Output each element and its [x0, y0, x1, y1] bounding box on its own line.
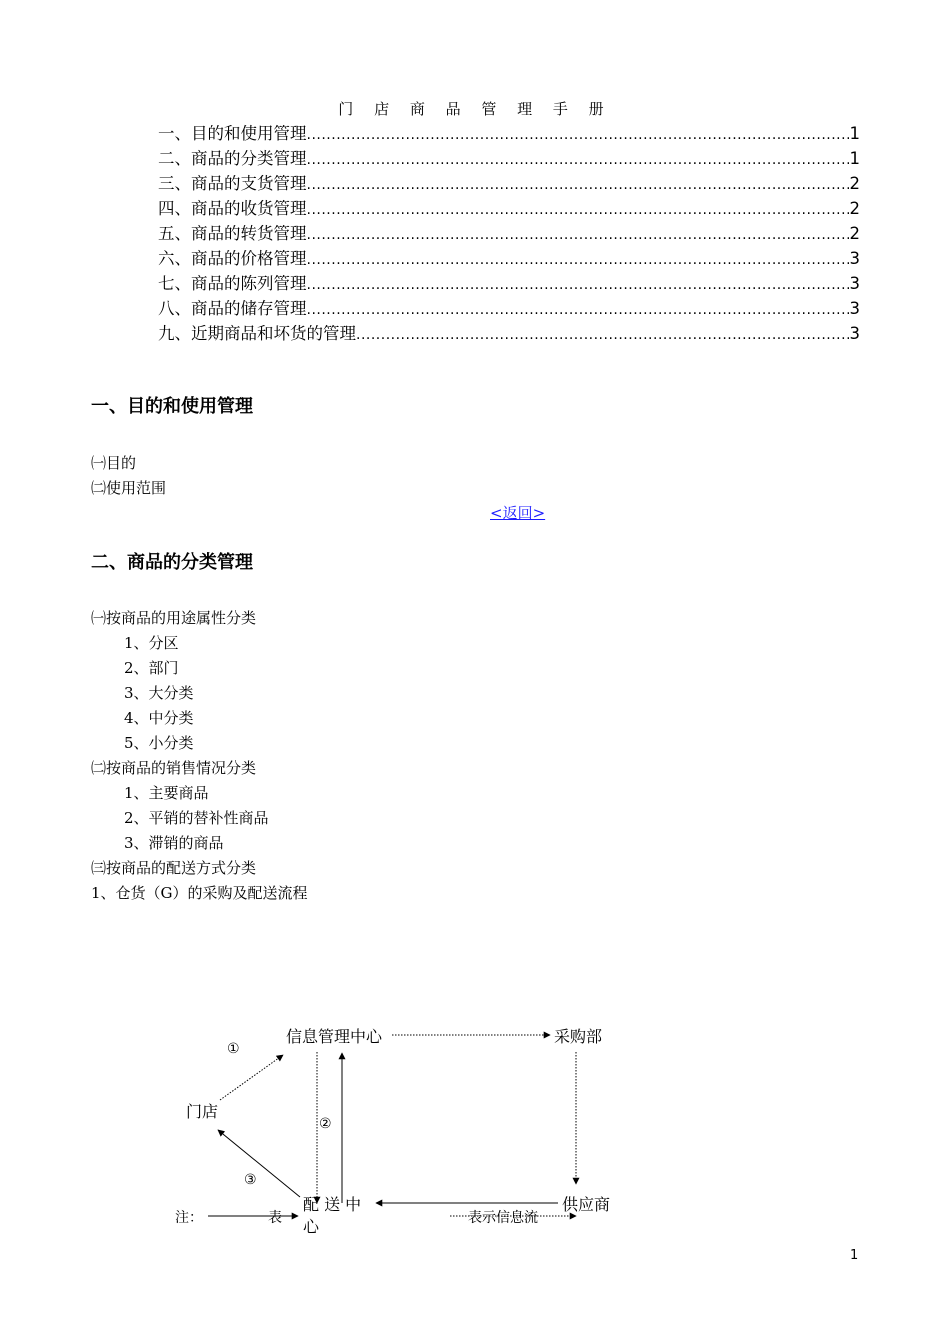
store-node: 门店 — [186, 1102, 219, 1121]
toc-entry-page: 1 — [849, 124, 860, 143]
toc-entry-page: 3 — [849, 299, 860, 318]
return-link[interactable]: <返回> — [490, 504, 546, 522]
step-2-label: ② — [319, 1116, 332, 1132]
toc-entry-page: 3 — [849, 324, 860, 343]
toc-entry-page: 3 — [849, 274, 860, 293]
list-item: 1、分区 — [124, 634, 179, 652]
toc-entry-page: 2 — [849, 199, 860, 218]
distribution-center-node: 配 送 中 — [303, 1195, 362, 1214]
legend-info-flow-label: 表示信息流 — [468, 1210, 538, 1226]
toc-entry-title: 五、商品的转货管理 — [158, 224, 307, 243]
subsection-delivery-method: ㈢按商品的配送方式分类 — [91, 859, 257, 877]
purchasing-node: 采购部 — [554, 1027, 603, 1046]
list-item: 2、部门 — [124, 659, 179, 677]
toc-entry-title: 六、商品的价格管理 — [158, 249, 307, 268]
legend-goods-flow-label: 表 — [268, 1210, 282, 1226]
info-center-node: 信息管理中心 — [286, 1027, 383, 1046]
toc-entry-title: 八、商品的储存管理 — [158, 299, 307, 318]
store-to-info-arrow — [220, 1055, 283, 1100]
toc-entry-title: 四、商品的收货管理 — [158, 199, 307, 218]
step-1-label: ① — [227, 1041, 240, 1057]
subsection-usage-attribute: ㈠按商品的用途属性分类 — [91, 609, 257, 627]
step-3-label: ③ — [244, 1172, 257, 1188]
document-title: 门 店 商 品 管 理 手 册 — [338, 100, 612, 118]
legend-note: 注： — [175, 1210, 203, 1226]
section-2-heading: 二、商品的分类管理 — [91, 552, 253, 573]
list-item: 2、平销的替补性商品 — [124, 809, 269, 827]
toc-entry-page: 1 — [849, 149, 860, 168]
toc-entry-title: 二、商品的分类管理 — [158, 149, 307, 168]
section-1-item-scope: ㈡使用范围 — [91, 479, 167, 497]
list-item: 4、中分类 — [124, 709, 194, 727]
page-number: 1 — [850, 1248, 859, 1263]
toc-entry-page: 2 — [849, 224, 860, 243]
supplier-node: 供应商 — [562, 1195, 611, 1214]
list-item: 3、大分类 — [124, 684, 194, 702]
list-item: 5、小分类 — [124, 734, 194, 752]
list-item: 3、滞销的商品 — [124, 834, 224, 852]
toc-entry-title: 九、近期商品和坏货的管理 — [158, 324, 356, 343]
section-1-item-purpose: ㈠目的 — [91, 454, 137, 472]
distribution-to-store-arrow — [218, 1130, 300, 1197]
toc-entry-page: 2 — [849, 174, 860, 193]
toc-entry-title: 三、商品的支货管理 — [158, 174, 307, 193]
toc-entry-page: 3 — [849, 249, 860, 268]
list-item: 1、主要商品 — [124, 784, 209, 802]
toc-entry-title: 一、目的和使用管理 — [158, 124, 307, 143]
toc-entry-title: 七、商品的陈列管理 — [158, 274, 307, 293]
subsection-sales-status: ㈡按商品的销售情况分类 — [91, 759, 257, 777]
distribution-center-node-line2: 心 — [303, 1217, 320, 1236]
flow-title: 1、仓货（G）的采购及配送流程 — [91, 884, 308, 902]
section-1-heading: 一、目的和使用管理 — [91, 396, 253, 417]
